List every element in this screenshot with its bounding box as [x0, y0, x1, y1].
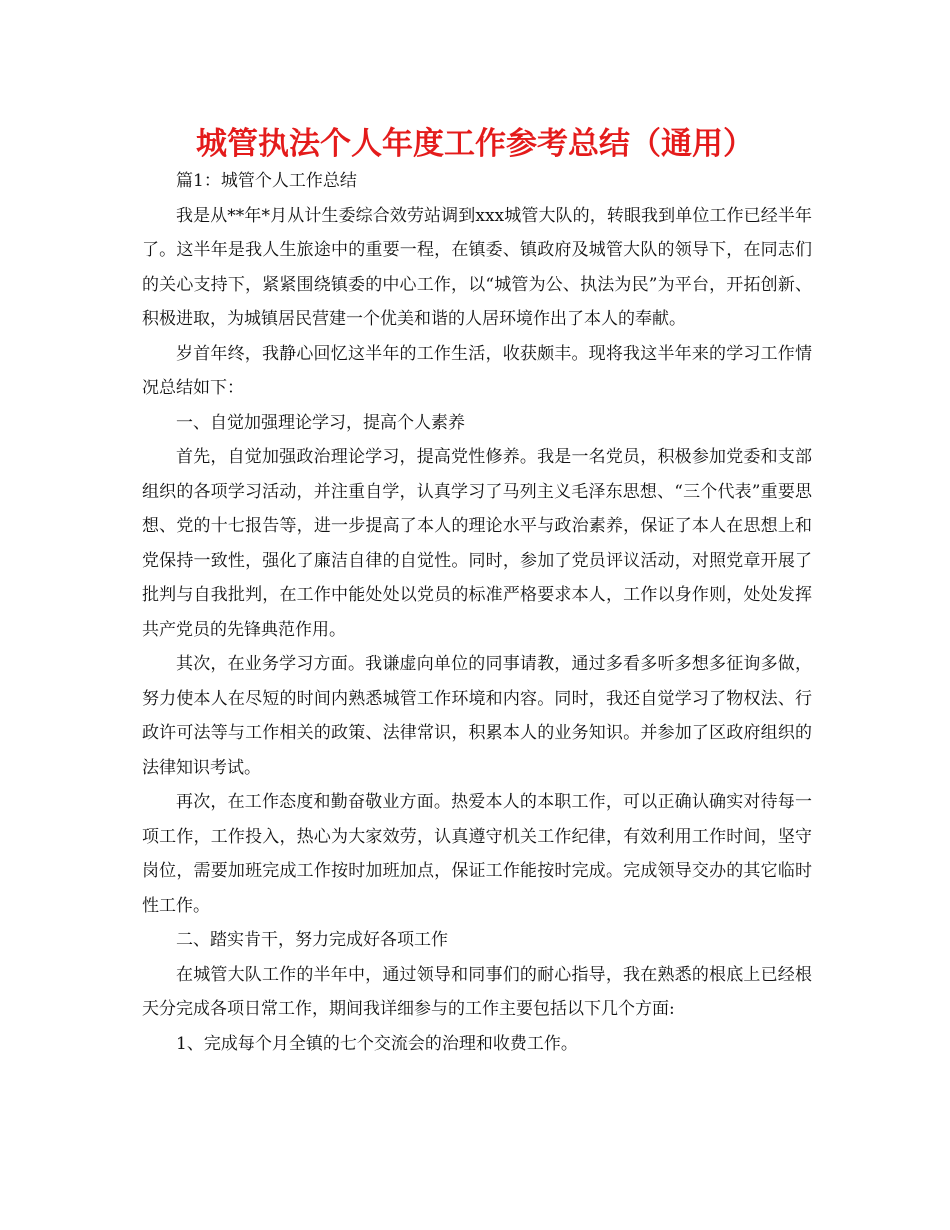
section-heading: 二、踏实肯干，努力完成好各项工作	[176, 930, 448, 950]
paragraph: 在城管大队工作的半年中，通过领导和同事们的耐心指导，我在熟悉的根底上已经根天分完成各项日常工作，期间我详细参与的工作主要包括以下几个方面:	[142, 964, 812, 1019]
document-body	[142, 164, 812, 1061]
paragraph: 其次，在业务学习方面。我谦虚向单位的同事请教，通过多看多听多想多征询多做，努力使本人在尽短的时间内熟悉城管工作环境和内容。同时，我还自觉学习了物权法、行政许可法等与工作相关的政策、法律常识，积累本人的业务知识。并参加了区政府组织的法律知识考试。	[142, 654, 812, 778]
paragraph: 我是从**年*月从计生委综合效劳站调到xxx城管大队的，转眼我到单位工作已经半年了。这半年是我人生旅途中的重要一程，在镇委、镇政府及城管大队的领导下，在同志们的关心支持下，紧紧围绕镇委的中心工作，以“城管为公、执法为民”为平台，开拓创新、积极进取，为城镇居民营建一个优美和谐的人居环境作出了本人的奉献。	[142, 205, 812, 329]
paragraph: 首先，自觉加强政治理论学习，提高党性修养。我是一名党员，积极参加党委和支部组织的各项学习活动，并注重自学，认真学习了马列主义毛泽东思想、“三个代表”重要思想、党的十七报告等，进一步提高了本人的理论水平与政治素养，保证了本人在思想上和党保持一致性，强化了廉洁自律的自觉性。同时，参加了党员评议活动，对照党章开展了批判与自我批判，在工作中能处处以党员的标准严格要求本人，工作以身作则，处处发挥共产党员的先锋典范作用。	[142, 447, 812, 640]
paragraph: 再次，在工作态度和勤奋敬业方面。热爱本人的本职工作，可以正确认确实对待每一项工作，工作投入，热心为大家效劳，认真遵守机关工作纪律，有效利用工作时间，坚守岗位，需要加班完成工作按时加班加点，保证工作能按时完成。完成领导交办的其它临时性工作。	[142, 792, 812, 916]
section-heading: 篇1：城管个人工作总结	[176, 171, 357, 191]
section-heading: 一、自觉加强理论学习，提高个人素养	[176, 412, 465, 433]
list-item: 1、完成每个月全镇的七个交流会的治理和收费工作。	[176, 1033, 578, 1054]
document-title: 城管执法个人年度工作参考总结（通用）	[196, 126, 754, 162]
paragraph: 岁首年终，我静心回忆这半年的工作生活，收获颇丰。现将我这半年来的学习工作情况总结如下：	[142, 343, 812, 398]
